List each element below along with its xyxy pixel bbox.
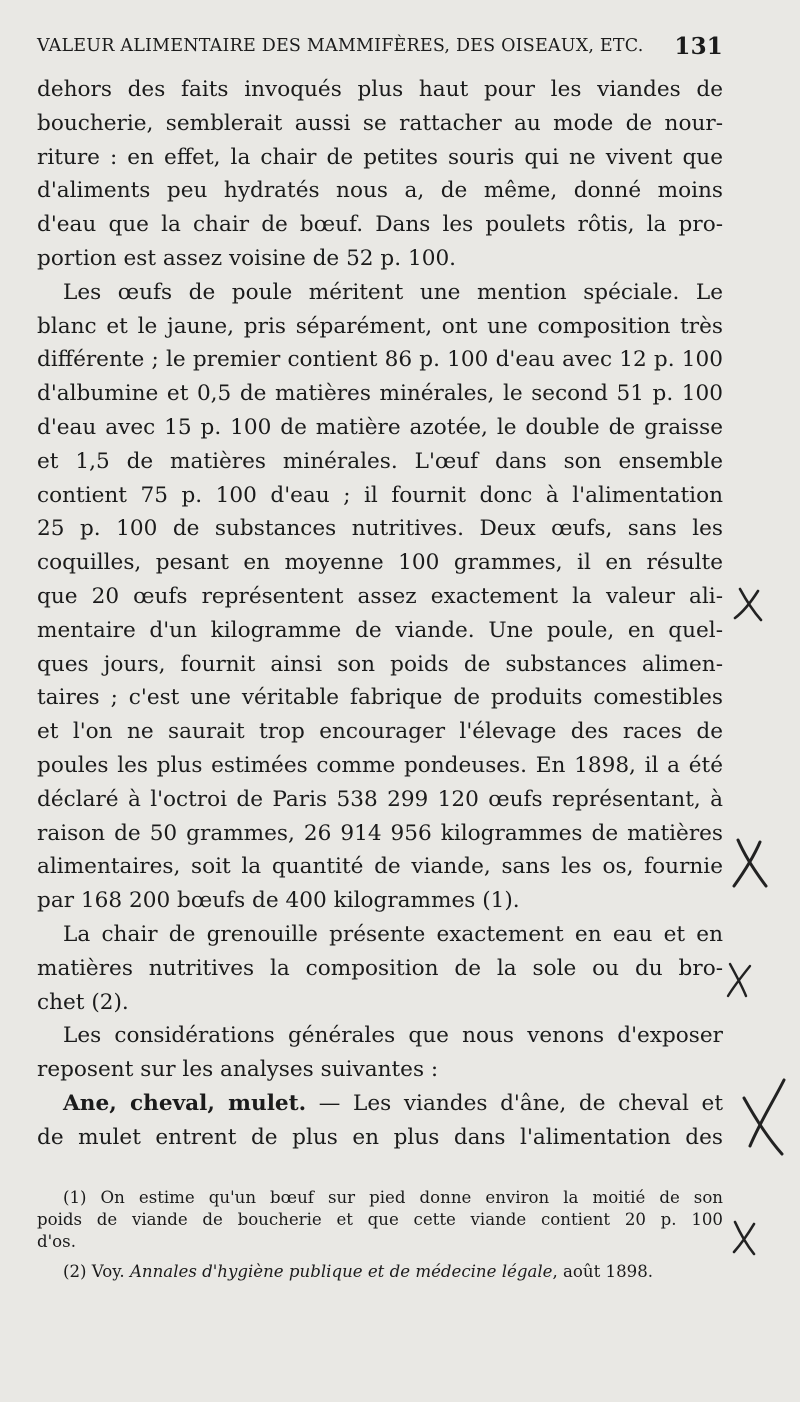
text-line: coquilles, pesant en moyenne 100 grammes, il en résulte — [37, 550, 723, 576]
text-line: portion est assez voisine de 52 p. 100. — [37, 245, 457, 271]
footnote-2-title: Annales d'hygiène publique et de médecine légale — [129, 1262, 553, 1281]
text-line: mentaire d'un kilogramme de viande. Une poule, en quel- — [37, 617, 723, 643]
text-line: Les considérations générales que nous venons d'exposer — [63, 1023, 723, 1049]
handwritten-x-mark — [731, 584, 765, 624]
text-line: poules les plus estimées comme pondeuses. En 1898, il a été — [37, 752, 723, 778]
text-line: reposent sur les analyses suivantes : — [37, 1057, 439, 1083]
text-line: contient 75 p. 100 d'eau ; il fournit donc à l'alimentation — [37, 482, 723, 508]
text-line: La chair de grenouille présente exactement en eau et en — [63, 921, 723, 947]
text-line: que 20 œufs représentent assez exactement la valeur ali- — [37, 583, 723, 609]
text-line: alimentaires, soit la quantité de viande, sans les os, fournie — [37, 854, 723, 880]
handwritten-x-mark — [730, 836, 770, 890]
handwritten-x-mark — [724, 960, 756, 1000]
text-line: riture : en effet, la chair de petites souris qui ne vivent que — [37, 144, 723, 170]
footnote-2-prefix: (2) Voy. — [63, 1262, 130, 1281]
text-line: d'eau que la chair de bœuf. Dans les poulets rôtis, la pro- — [37, 212, 723, 238]
text-line: différente ; le premier contient 86 p. 100 d'eau avec 12 p. 100 — [37, 347, 723, 373]
footnote-2-suffix: , août 1898. — [552, 1262, 654, 1281]
text-line: par 168 200 bœufs de 400 kilogrammes (1). — [37, 888, 520, 914]
text-line: et 1,5 de matières minérales. L'œuf dans son ensemble — [37, 448, 723, 474]
text-line: taires ; c'est une véritable fabrique de produits comestibles — [37, 685, 723, 711]
text-line: de mulet entrent de plus en plus dans l'alimentation des — [37, 1124, 723, 1150]
text-line: dehors des faits invoqués plus haut pour les viandes de — [37, 77, 723, 102]
running-title: VALEUR ALIMENTAIRE DES MAMMIFÈRES, DES OISEAUX, ETC. — [37, 36, 644, 56]
text-line: Les œufs de poule méritent une mention spéciale. Le — [63, 279, 723, 305]
text-line: boucherie, semblerait aussi se rattacher au mode de nour- — [37, 110, 723, 136]
footnotes — [37, 1187, 723, 1283]
page-number: 131 — [674, 33, 723, 60]
body-text — [37, 73, 723, 1155]
text-line: déclaré à l'octroi de Paris 538 299 120 œufs représentant, à — [37, 786, 723, 812]
text-line: d'aliments peu hydratés nous a, de même, donné moins — [37, 178, 723, 204]
footnote-1-line: poids de viande de boucherie et que cette viande contient 20 p. 100 — [37, 1210, 723, 1229]
text-line: d'albumine et 0,5 de matières minérales, le second 51 p. 100 — [37, 381, 723, 407]
footnote-1-line: d'os. — [37, 1232, 76, 1251]
section-first-line — [37, 1087, 723, 1121]
handwritten-x-mark — [730, 1218, 760, 1258]
text-line: matières nutritives la composition de la sole ou du bro- — [37, 955, 723, 981]
handwritten-x-mark — [740, 1076, 788, 1160]
text-line: et l'on ne saurait trop encourager l'élevage des races de — [37, 719, 723, 745]
text-line: raison de 50 grammes, 26 914 956 kilogrammes de matières — [37, 820, 723, 846]
section-heading: Ane, cheval, mulet. — [63, 1090, 307, 1116]
footnote-1-line: (1) On estime qu'un bœuf sur pied donne environ la moitié de son — [63, 1188, 723, 1207]
text-line: d'eau avec 15 p. 100 de matière azotée, le double de graisse — [37, 414, 723, 440]
running-header — [37, 33, 723, 62]
text-line: 25 p. 100 de substances nutritives. Deux œufs, sans les — [37, 516, 723, 542]
text-line: chet (2). — [37, 989, 129, 1015]
text-line: ques jours, fournit ainsi son poids de substances alimen- — [37, 651, 723, 677]
footnote-2 — [37, 1261, 723, 1283]
section-heading-rest: — Les viandes d'âne, de cheval et — [306, 1090, 723, 1116]
text-line: blanc et le jaune, pris séparément, ont une composition très — [37, 313, 723, 339]
